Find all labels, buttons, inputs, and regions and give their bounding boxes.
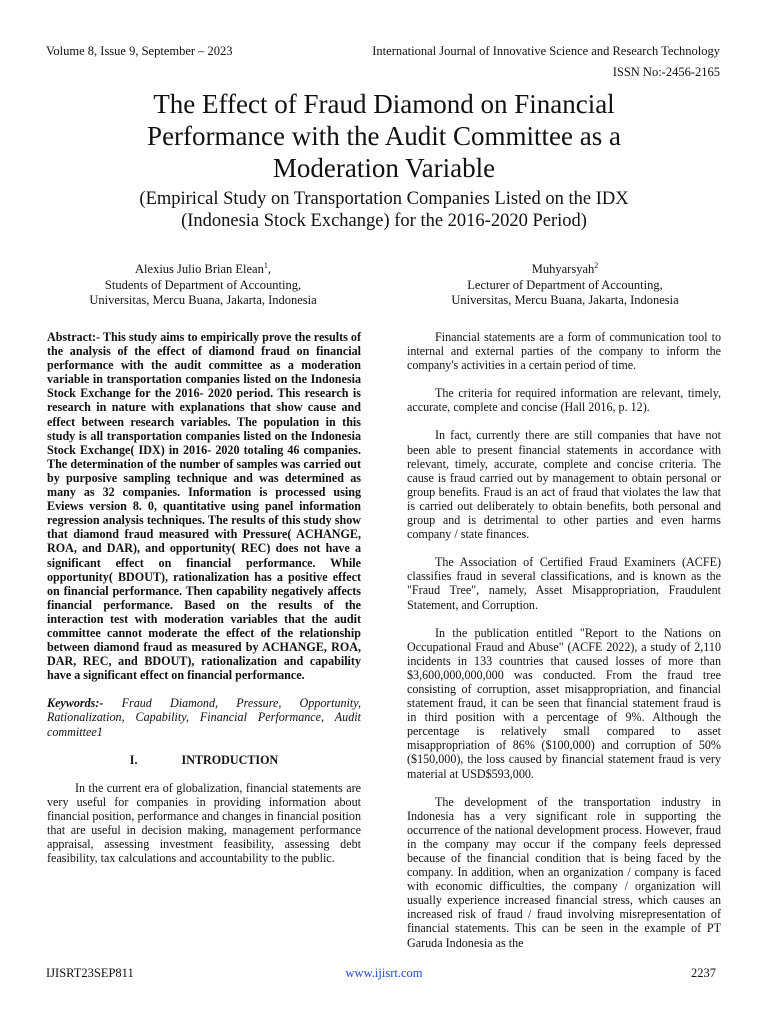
author-affiliation: Universitas, Mercu Buana, Jakarta, Indonesia <box>451 293 679 308</box>
keywords <box>47 696 361 738</box>
author-superscript: 2 <box>594 261 599 270</box>
author-2 <box>400 258 730 309</box>
title-line: Moderation Variable <box>272 153 496 183</box>
body-paragraph: Financial statements are a form of communication tool to internal and external parties of the company to inform the company's activities in a certain period of time. <box>407 330 721 373</box>
author-affiliation: Universitas, Mercu Buana, Jakarta, Indonesia <box>89 293 317 308</box>
abstract: Abstract:- This study aims to empirically prove the results of the analysis of the effect of diamond fraud on financial performance with the audit committee as a moderation variable in transportation companies listed on the Indonesia Stock Exchange for the 2016- 2020 period. This research is research in nature with explanations that show cause and effect between research variables. The population in this study is all transportation companies listed on the Indonesia Stock Exchange( IDX) in 2016- 2020 totaling 46 companies. The determination of the number of samples was carried out by purposive sampling technique and was determined as many as 32 companies. Information is processed using Eviews version 8. 0, quantitative using panel information regression analysis techniques. The results of this study show that diamond fraud measured with Pressure( ACHANGE, ROA, and DAR), and opportunity( REC) does not have a significant effect on financial performance. While opportunity( BDOUT), rationalization has a positive effect on financial performance. Then capability negatively affects financial performance. Based on the results of the interaction test with moderation variables that the audit committee cannot moderate the effect of the relationship between diamond fraud as measured by ACHANGE, ROA, DAR, REC, and BDOUT), rationalization and capability have a significant effect on financial performance. <box>47 330 361 683</box>
journal-url-link[interactable]: www.ijisrt.com <box>345 966 423 980</box>
right-column <box>407 330 721 964</box>
keywords-text: Fraud Diamond, Pressure, Opportunity, Rationalization, Capability, Financial Performance, Audit committee1 <box>47 696 361 739</box>
author-name: Muhyarsyah <box>531 262 595 277</box>
subtitle-line: (Indonesia Stock Exchange) for the 2016-2020 Period) <box>181 211 587 231</box>
paper-id: IJISRT23SEP811 <box>46 966 134 980</box>
author-1 <box>38 258 368 309</box>
keywords-label: Keywords:- <box>47 696 104 711</box>
journal-volume: Volume 8, Issue 9, September – 2023 <box>46 44 233 58</box>
author-role: Students of Department of Accounting, <box>104 277 302 292</box>
subtitle-line: (Empirical Study on Transportation Companies Listed on the IDX <box>139 189 629 209</box>
body-paragraph: In the publication entitled "Report to the Nations on Occupational Fraud and Abuse" (ACFE 2022), a study of 2,110 incidents in 133 countries that caused losses of more than $3,600,000,000,000 was conducted. From the fraud tree consisting of corruption, asset misappropriation, and financial statement fraud, it can be seen that financial statement fraud is in third position with a percentage of 9%. Although the percentage is relatively small compared to asset misappropriation of 86% ($100,000) and corruption of 50% ($150,000), the loss caused by financial statement fraud is very material at USD$593,000. <box>407 625 721 781</box>
left-column <box>47 330 361 879</box>
paper-title <box>40 88 728 184</box>
title-line: The Effect of Fraud Diamond on Financial <box>153 89 615 119</box>
body-paragraph: The development of the transportation industry in Indonesia has a very significant role in supporting the occurrence of the national development process. However, fraud in the company may occur if the company feels depressed because of the financial condition that is being faced by the company. In addition, when an organization / company is faced with economic difficulties, the company / organization will usually experience increased financial stress, which causes an increased risk of fraud / fraud involving misrepresentation of financial statements. This can be seen in the example of PT Garuda Indonesia as the <box>407 794 721 950</box>
body-paragraph: In fact, currently there are still companies that have not been able to present financial statements in accordance with relevant, timely, accurate, complete and concise criteria. The cause is fraud carried out by management to obtain personal or group benefits. Fraud is an act of fraud that violates the law that is carried out deliberately to obtain benefits, both personal and group and is detrimental to other parties and even harms company / state finances. <box>407 428 721 542</box>
section-title: INTRODUCTION <box>181 752 279 767</box>
section-number: I. <box>129 752 138 767</box>
author-suffix: , <box>267 262 271 277</box>
journal-name: International Journal of Innovative Science and Research Technology <box>372 44 720 58</box>
author-superscript: 1 <box>263 261 268 270</box>
paper-subtitle <box>40 188 728 232</box>
page-number: 2237 <box>691 966 716 980</box>
section-heading <box>47 753 361 767</box>
issn: ISSN No:-2456-2165 <box>612 65 720 79</box>
body-paragraph: The Association of Certified Fraud Examiners (ACFE) classifies fraud in several classifications, and is known as the "Fraud Tree", namely, Asset Misappropriation, Fraudulent Statement, and Corruption. <box>407 555 721 612</box>
title-line: Performance with the Audit Committee as a <box>147 121 621 151</box>
intro-paragraph: In the current era of globalization, financial statements are very useful for companies in providing information about financial position, performance and changes in financial position that are useful in decision making, management performance appraisal, assessing investment feasibility, assessing debt feasibility, tax calculations and accountability to the public. <box>47 780 361 866</box>
author-role: Lecturer of Department of Accounting, <box>467 277 663 292</box>
body-paragraph: The criteria for required information are relevant, timely, accurate, complete and concise (Hall 2016, p. 12). <box>407 386 721 415</box>
author-name: Alexius Julio Brian Elean <box>135 262 264 277</box>
